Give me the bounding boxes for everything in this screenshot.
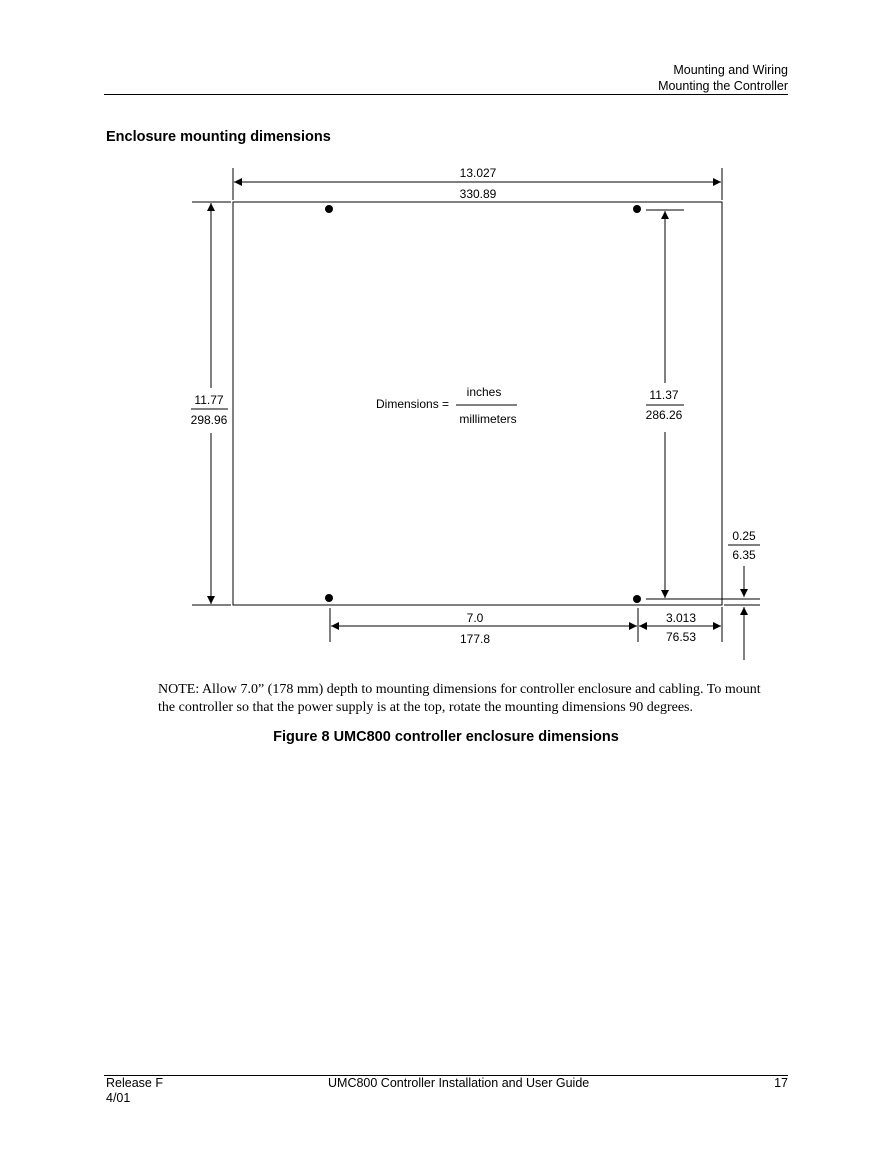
footer-document-title: UMC800 Controller Installation and User Guide bbox=[328, 1076, 590, 1090]
legend-prefix: Dimensions = bbox=[376, 397, 450, 411]
hole-offset-inches: 0.25 bbox=[732, 529, 756, 543]
footer-release bbox=[106, 1076, 163, 1106]
hole-offset-mm: 6.35 bbox=[732, 548, 756, 562]
section-title: Enclosure mounting dimensions bbox=[106, 129, 331, 145]
header-chapter: Mounting and Wiring bbox=[673, 63, 788, 77]
hole-offset-dimension bbox=[646, 529, 760, 660]
dimensions-legend bbox=[376, 385, 517, 426]
hole-vertical-dimension bbox=[646, 210, 684, 598]
page-number: 17 bbox=[774, 1076, 788, 1090]
height-dimension bbox=[191, 202, 231, 605]
hole-vertical-inches: 11.37 bbox=[649, 388, 679, 402]
footer-date: 4/01 bbox=[106, 1091, 131, 1105]
mounting-hole-top-right bbox=[633, 205, 641, 213]
width-mm: 330.89 bbox=[459, 187, 497, 201]
mounting-hole-bottom-right bbox=[633, 595, 641, 603]
hole-vertical-mm: 286.26 bbox=[645, 408, 683, 422]
width-inches: 13.027 bbox=[459, 166, 497, 180]
hole-horizontal-inches: 7.0 bbox=[466, 611, 484, 625]
header-section: Mounting the Controller bbox=[658, 79, 788, 93]
edge-offset-dimension bbox=[639, 611, 721, 644]
figure-caption: Figure 8 UMC800 controller enclosure dimensions bbox=[273, 729, 619, 745]
footer-release-label: Release F bbox=[106, 1076, 163, 1090]
mounting-hole-top-left bbox=[325, 205, 333, 213]
mounting-hole-bottom-left bbox=[325, 594, 333, 602]
height-mm: 298.96 bbox=[190, 413, 228, 427]
edge-offset-inches: 3.013 bbox=[665, 611, 697, 625]
hole-horizontal-mm: 177.8 bbox=[459, 632, 491, 646]
width-dimension bbox=[233, 166, 722, 201]
legend-denominator: millimeters bbox=[459, 412, 517, 426]
height-inches: 11.77 bbox=[194, 393, 224, 407]
note-paragraph: NOTE: Allow 7.0” (178 mm) depth to mounting dimensions for controller enclosure and cabling. To mount the controller so that the power supply is at the top, rotate the mounting dimensions 90 degrees. bbox=[158, 682, 761, 715]
legend-numerator: inches bbox=[466, 385, 502, 399]
edge-offset-mm: 76.53 bbox=[665, 630, 697, 644]
enclosure-outline bbox=[233, 202, 722, 605]
